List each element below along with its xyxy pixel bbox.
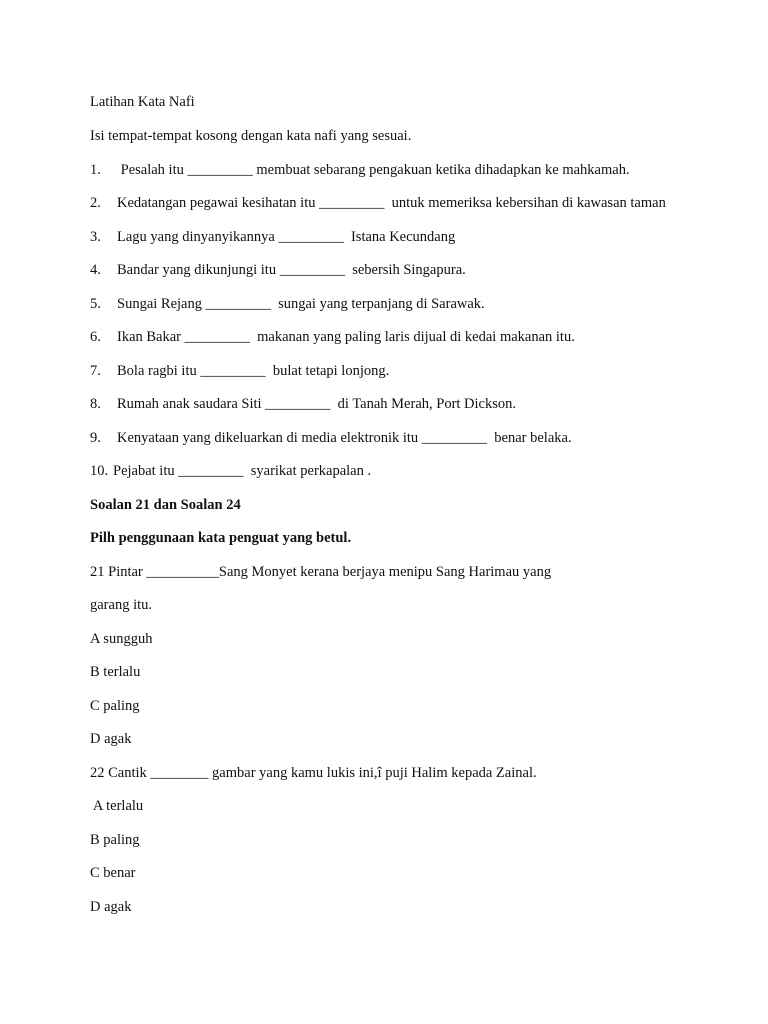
section-instruction: Pilh penggunaan kata penguat yang betul. [90,530,352,546]
question-22-stem: 22 Cantik ________ gambar yang kamu lukis ini,î puji Halim kepada Zainal. [90,765,537,781]
question-item [90,429,572,447]
question-item [90,328,575,346]
question-number: 8. [90,396,101,412]
answer-option: C benar [90,865,136,881]
question-number: 6. [90,329,101,345]
question-text: Pesalah itu _________ membuat sebarang pengakuan ketika dihadapkan ke mahkamah. [117,162,630,178]
answer-option: A terlalu [90,798,144,814]
answer-option: A sungguh [90,631,153,647]
question-item [90,228,455,246]
page-title: Latihan Kata Nafi [90,94,195,110]
question-text: Kenyataan yang dikeluarkan di media elektronik itu _________ benar belaka. [117,430,572,446]
section-heading: Soalan 21 dan Soalan 24 [90,497,241,513]
question-number: 7. [90,363,101,379]
question-number: 4. [90,262,101,278]
question-item [90,362,389,380]
question-text: Kedatangan pegawai kesihatan itu _________ untuk memeriksa kebersihan di kawasan taman [117,195,666,211]
question-text: Ikan Bakar _________ makanan yang paling laris dijual di kedai makanan itu. [117,329,575,345]
question-item [90,395,516,413]
question-text: Bola ragbi itu _________ bulat tetapi lonjong. [117,363,390,379]
question-21-stem: 21 Pintar __________Sang Monyet kerana berjaya menipu Sang Harimau yang [90,564,552,580]
question-21-stem-continued: garang itu. [90,597,153,613]
question-number: 5. [90,296,101,312]
question-text: Lagu yang dinyanyikannya _________ Istana Kecundang [117,229,456,245]
instruction-text: Isi tempat-tempat kosong dengan kata nafi yang sesuai. [90,128,412,144]
question-text: Bandar yang dikunjungi itu _________ sebersih Singapura. [117,262,466,278]
answer-option: C paling [90,698,140,714]
answer-option: B terlalu [90,664,141,680]
question-text: Pejabat itu _________ syarikat perkapalan . [113,463,372,479]
question-number: 9. [90,430,101,446]
question-item [90,295,485,313]
question-number: 3. [90,229,101,245]
question-text: Sungai Rejang _________ sungai yang terpanjang di Sarawak. [117,296,485,312]
answer-option: D agak [90,899,132,915]
answer-option: D agak [90,731,132,747]
question-item [90,161,630,179]
question-item [90,462,371,480]
question-number: 10. [90,463,109,479]
answer-option: B paling [90,832,140,848]
question-item [90,194,666,212]
question-number: 2. [90,195,101,211]
question-number: 1. [90,162,101,178]
question-text: Rumah anak saudara Siti _________ di Tanah Merah, Port Dickson. [117,396,517,412]
question-item [90,261,466,279]
